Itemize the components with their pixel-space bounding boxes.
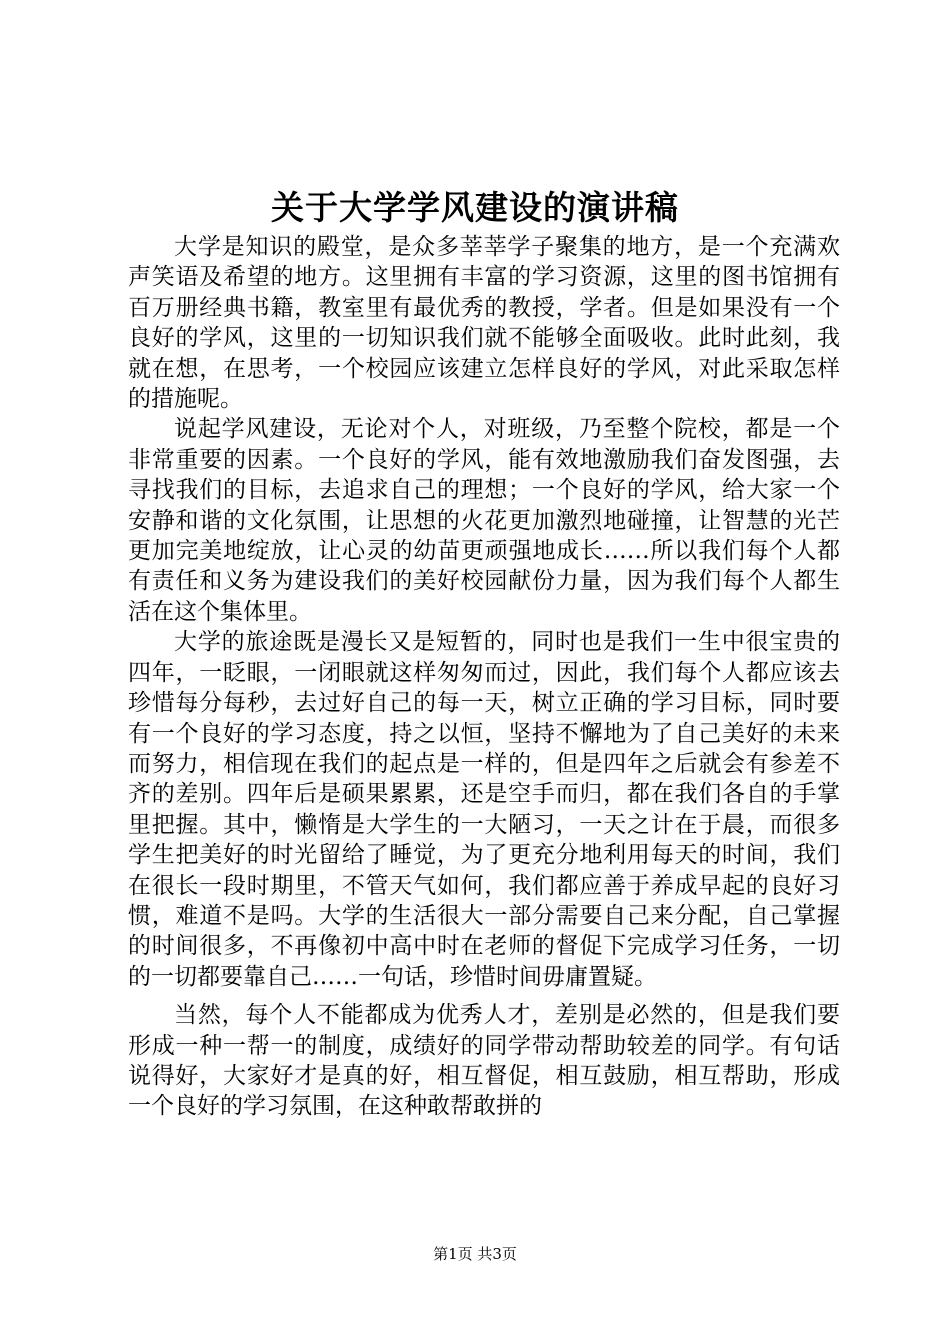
paragraph: 当然，每个人不能都成为优秀人才，差别是必然的，但是我们要形成一种一帮一的制度，成绩好的同学带动帮助较差的同学。有句话说得好，大家好才是真的好，相互督促，相互鼓励，相互帮助，形成一个良好的学习氛围，在这种敢帮敢拼的 xyxy=(128,1002,840,1120)
paragraph: 大学是知识的殿堂，是众多莘莘学子聚集的地方，是一个充满欢声笑语及希望的地方。这里拥有丰富的学习资源，这里的图书馆拥有百万册经典书籍，教室里有最优秀的教授，学者。但是如果没有一个良好的学风，这里的一切知识我们就不能够全面吸收。此时此刻，我就在想，在思考，一个校园应该建立怎样良好的学风，对此采取怎样的措施呢。 xyxy=(128,234,840,413)
page-number-footer: 第1页 共3页 xyxy=(433,1245,517,1263)
paragraph: 说起学风建设，无论对个人，对班级，乃至整个院校，都是一个非常重要的因素。一个良好的学风，能有效地激励我们奋发图强，去寻找我们的目标，去追求自己的理想；一个良好的学风，给大家一个安静和谐的文化氛围，让思想的火花更加激烈地碰撞，让智慧的光芒更加完美地绽放，让心灵的幼苗更顽强地成长……所以我们每个人都有责任和义务为建设我们的美好校园献份力量，因为我们每个人都生活在这个集体里。 xyxy=(128,416,840,625)
document-title: 关于大学学风建设的演讲稿 xyxy=(271,188,679,227)
paragraph: 大学的旅途既是漫长又是短暂的，同时也是我们一生中很宝贵的四年，一眨眼，一闭眼就这样匆匆而过，因此，我们每个人都应该去珍惜每分每秒，去过好自己的每一天，树立正确的学习目标，同时要有一个良好的学习态度，持之以恒，坚持不懈地为了自己美好的未来而努力，相信现在我们的起点是一样的，但是四年之后就会有参差不齐的差别。四年后是硕果累累，还是空手而归，都在我们各自的手掌里把握。其中，懒惰是大学生的一大陋习，一天之计在于晨，而很多学生把美好的时光留给了睡觉，为了更充分地利用每天的时间，我们在很长一段时期里，不管天气如何，我们都应善于养成早起的良好习惯，难道不是吗。大学的生活很大一部分需要自己来分配，自己掌握的时间很多，不再像初中高中时在老师的督促下完成学习任务，一切的一切都要靠自己……一句话，珍惜时间毋庸置疑。 xyxy=(128,629,840,990)
document-body xyxy=(128,232,840,1122)
